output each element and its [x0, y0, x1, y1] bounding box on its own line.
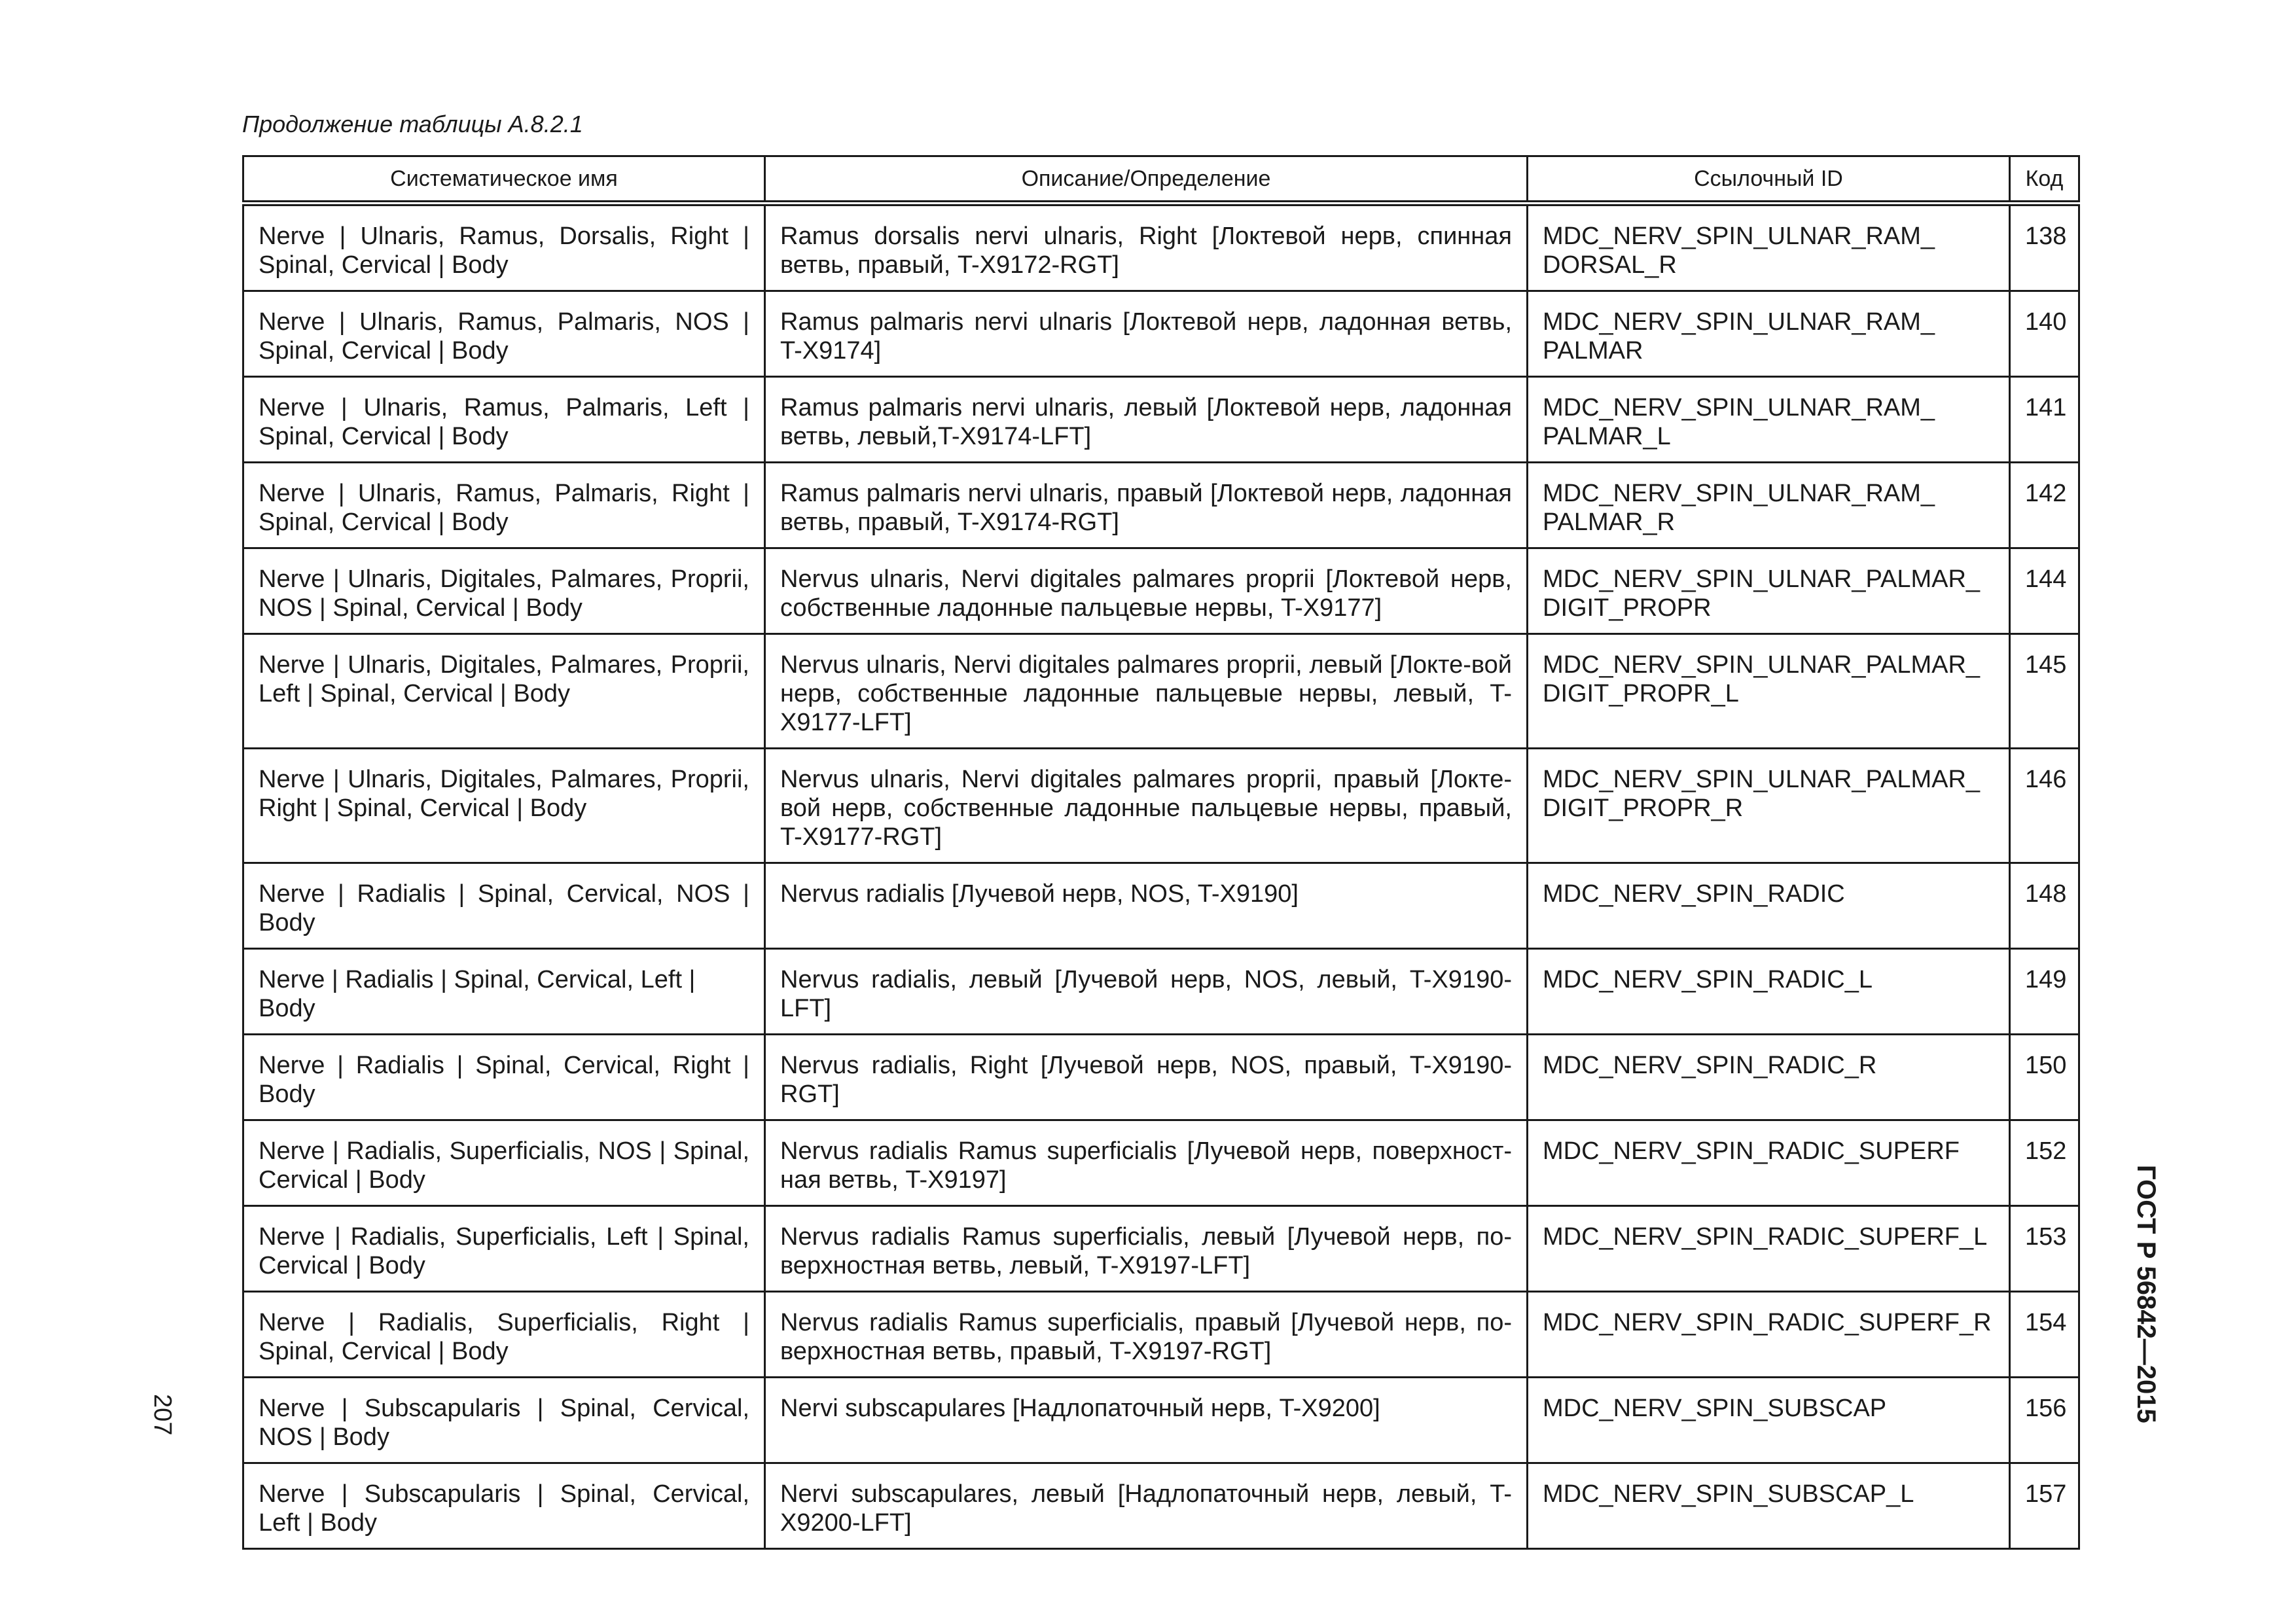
cell-systematic-name: Nerve | Subscapularis | Spinal, Cervical, Left | Body	[243, 1463, 765, 1549]
cell-code: 154	[2010, 1292, 2079, 1378]
cell-description: Nervus radialis Ramus superficialis, правый [Лучевой нерв, по-верхностная ветвь, правый, T-X9197-RGT]	[765, 1292, 1528, 1378]
table-row	[243, 463, 2079, 548]
cell-systematic-name: Nerve | Radialis, Superficialis, Right | Spinal, Cervical | Body	[243, 1292, 765, 1378]
table-header-row	[243, 156, 2079, 204]
cell-code: 150	[2010, 1035, 2079, 1120]
cell-reference-id: MDC_NERV_SPIN_ULNAR_RAM_ PALMAR	[1528, 291, 2010, 377]
cell-reference-id: MDC_NERV_SPIN_RADIC_L	[1528, 949, 2010, 1035]
nerve-table	[242, 155, 2080, 1550]
cell-systematic-name: Nerve | Ulnaris, Digitales, Palmares, Proprii, NOS | Spinal, Cervical | Body	[243, 548, 765, 634]
cell-reference-id: MDC_NERV_SPIN_SUBSCAP_L	[1528, 1463, 2010, 1549]
table-caption: Продолжение таблицы А.8.2.1	[242, 111, 583, 137]
cell-code: 140	[2010, 291, 2079, 377]
cell-systematic-name: Nerve | Radialis | Spinal, Cervical, Right | Body	[243, 1035, 765, 1120]
header-systematic-name: Систематическое имя	[243, 156, 765, 204]
cell-systematic-name: Nerve | Ulnaris, Ramus, Palmaris, NOS | Spinal, Cervical | Body	[243, 291, 765, 377]
cell-reference-id: MDC_NERV_SPIN_RADIC_SUPERF	[1528, 1120, 2010, 1206]
header-code: Код	[2010, 156, 2079, 204]
cell-systematic-name: Nerve | Ulnaris, Ramus, Palmaris, Left | Spinal, Cervical | Body	[243, 377, 765, 463]
table-row	[243, 1378, 2079, 1463]
cell-systematic-name: Nerve | Ulnaris, Ramus, Dorsalis, Right | Spinal, Cervical | Body	[243, 204, 765, 291]
cell-code: 138	[2010, 204, 2079, 291]
table-row	[243, 291, 2079, 377]
cell-description: Nervi subscapulares [Надлопаточный нерв, T-X9200]	[765, 1378, 1528, 1463]
table-row	[243, 1463, 2079, 1549]
cell-systematic-name: Nerve | Ulnaris, Digitales, Palmares, Proprii, Left | Spinal, Cervical | Body	[243, 634, 765, 749]
cell-code: 156	[2010, 1378, 2079, 1463]
cell-reference-id: MDC_NERV_SPIN_ULNAR_PALMAR_ DIGIT_PROPR_R	[1528, 749, 2010, 863]
cell-description: Nervus ulnaris, Nervi digitales palmares proprii [Локтевой нерв, собственные ладонные пальцевые нервы, T-X9177]	[765, 548, 1528, 634]
cell-description: Nervus radialis [Лучевой нерв, NOS, T-X9190]	[765, 863, 1528, 949]
cell-reference-id: MDC_NERV_SPIN_ULNAR_RAM_ DORSAL_R	[1528, 204, 2010, 291]
cell-reference-id: MDC_NERV_SPIN_RADIC_SUPERF_L	[1528, 1206, 2010, 1292]
cell-code: 157	[2010, 1463, 2079, 1549]
table-row	[243, 949, 2079, 1035]
cell-description: Nervus ulnaris, Nervi digitales palmares proprii, левый [Локте-вой нерв, собственные ладонные пальцевые нервы, левый, T-X9177-LFT]	[765, 634, 1528, 749]
standard-designation: ГОСТ Р 56842—2015	[2132, 1165, 2161, 1423]
cell-description: Ramus palmaris nervi ulnaris [Локтевой нерв, ладонная ветвь, T-X9174]	[765, 291, 1528, 377]
cell-code: 148	[2010, 863, 2079, 949]
table-row	[243, 1120, 2079, 1206]
cell-code: 153	[2010, 1206, 2079, 1292]
cell-reference-id: MDC_NERV_SPIN_ULNAR_PALMAR_ DIGIT_PROPR	[1528, 548, 2010, 634]
cell-reference-id: MDC_NERV_SPIN_ULNAR_RAM_ PALMAR_L	[1528, 377, 2010, 463]
cell-code: 141	[2010, 377, 2079, 463]
cell-reference-id: MDC_NERV_SPIN_ULNAR_PALMAR_ DIGIT_PROPR_L	[1528, 634, 2010, 749]
table-row	[243, 634, 2079, 749]
cell-description: Nervus radialis, Right [Лучевой нерв, NOS, правый, T-X9190-RGT]	[765, 1035, 1528, 1120]
cell-description: Nervus radialis, левый [Лучевой нерв, NOS, левый, T-X9190-LFT]	[765, 949, 1528, 1035]
cell-code: 146	[2010, 749, 2079, 863]
cell-systematic-name: Nerve | Ulnaris, Digitales, Palmares, Proprii, Right | Spinal, Cervical | Body	[243, 749, 765, 863]
cell-systematic-name: Nerve | Radialis | Spinal, Cervical, NOS | Body	[243, 863, 765, 949]
cell-description: Nervus radialis Ramus superficialis [Лучевой нерв, поверхност-ная ветвь, T-X9197]	[765, 1120, 1528, 1206]
table-row	[243, 1292, 2079, 1378]
header-description: Описание/Определение	[765, 156, 1528, 204]
cell-systematic-name: Nerve | Radialis, Superficialis, NOS | Spinal, Cervical | Body	[243, 1120, 765, 1206]
cell-systematic-name: Nerve | Subscapularis | Spinal, Cervical, NOS | Body	[243, 1378, 765, 1463]
cell-description: Nervus ulnaris, Nervi digitales palmares proprii, правый [Локте-вой нерв, собственные ладонные пальцевые нервы, правый, T-X9177-RGT]	[765, 749, 1528, 863]
cell-systematic-name: Nerve | Ulnaris, Ramus, Palmaris, Right | Spinal, Cervical | Body	[243, 463, 765, 548]
cell-systematic-name: Nerve | Radialis | Spinal, Cervical, Left | Body	[243, 949, 765, 1035]
cell-description: Ramus palmaris nervi ulnaris, правый [Локтевой нерв, ладонная ветвь, правый, T-X9174-RGT]	[765, 463, 1528, 548]
cell-reference-id: MDC_NERV_SPIN_RADIC	[1528, 863, 2010, 949]
cell-code: 145	[2010, 634, 2079, 749]
cell-description: Nervi subscapulares, левый [Надлопаточный нерв, левый, T-X9200-LFT]	[765, 1463, 1528, 1549]
table-row	[243, 548, 2079, 634]
header-reference-id: Ссылочный ID	[1528, 156, 2010, 204]
table-row	[243, 1035, 2079, 1120]
cell-description: Ramus palmaris nervi ulnaris, левый [Локтевой нерв, ладонная ветвь, левый,T-X9174-LFT]	[765, 377, 1528, 463]
cell-reference-id: MDC_NERV_SPIN_SUBSCAP	[1528, 1378, 2010, 1463]
cell-systematic-name: Nerve | Radialis, Superficialis, Left | Spinal, Cervical | Body	[243, 1206, 765, 1292]
table-row	[243, 377, 2079, 463]
table-row	[243, 749, 2079, 863]
table-row	[243, 1206, 2079, 1292]
table-row	[243, 863, 2079, 949]
cell-code: 144	[2010, 548, 2079, 634]
cell-code: 149	[2010, 949, 2079, 1035]
page-number: 207	[149, 1394, 176, 1436]
cell-code: 142	[2010, 463, 2079, 548]
cell-reference-id: MDC_NERV_SPIN_ULNAR_RAM_ PALMAR_R	[1528, 463, 2010, 548]
table-row	[243, 204, 2079, 291]
cell-reference-id: MDC_NERV_SPIN_RADIC_SUPERF_R	[1528, 1292, 2010, 1378]
cell-reference-id: MDC_NERV_SPIN_RADIC_R	[1528, 1035, 2010, 1120]
cell-description: Ramus dorsalis nervi ulnaris, Right [Локтевой нерв, спинная ветвь, правый, T-X9172-RGT]	[765, 204, 1528, 291]
cell-description: Nervus radialis Ramus superficialis, левый [Лучевой нерв, по-верхностная ветвь, левый, T-X9197-LFT]	[765, 1206, 1528, 1292]
cell-code: 152	[2010, 1120, 2079, 1206]
